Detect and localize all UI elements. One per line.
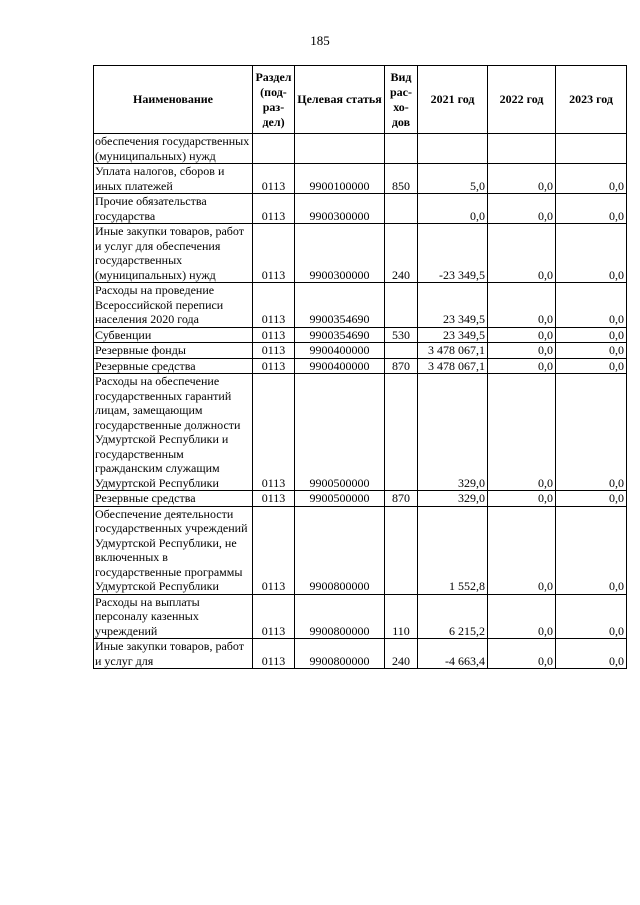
table-body (94, 134, 627, 669)
cell-2021 (418, 134, 488, 164)
page-number: 185 (310, 33, 330, 48)
cell-2023: 0,0 (556, 639, 627, 669)
cell-2022: 0,0 (488, 358, 556, 374)
table-row (94, 164, 627, 194)
cell-section (253, 134, 295, 164)
cell-name: Иные закупки товаров, работ и услуг для (94, 639, 253, 669)
cell-2021: 1 552,8 (418, 506, 488, 594)
cell-2022: 0,0 (488, 594, 556, 639)
cell-2021: 3 478 067,1 (418, 358, 488, 374)
cell-target: 9900400000 (295, 343, 385, 359)
table-row (94, 283, 627, 328)
cell-2023: 0,0 (556, 491, 627, 507)
cell-2022: 0,0 (488, 506, 556, 594)
cell-type (385, 374, 418, 491)
cell-target: 9900800000 (295, 594, 385, 639)
cell-2022: 0,0 (488, 343, 556, 359)
table-row (94, 374, 627, 491)
cell-2022 (488, 134, 556, 164)
header-name: Наименование (94, 66, 253, 134)
header-2023: 2023 год (556, 66, 627, 134)
cell-name: Расходы на проведение Всероссийской переписи населения 2020 года (94, 283, 253, 328)
cell-2021: 0,0 (418, 194, 488, 224)
cell-section: 0113 (253, 491, 295, 507)
cell-target: 9900800000 (295, 506, 385, 594)
cell-2021: -23 349,5 (418, 224, 488, 283)
cell-name: Резервные фонды (94, 343, 253, 359)
cell-2021: 3 478 067,1 (418, 343, 488, 359)
cell-name: Обеспечение деятельности государственных учреждений Удмуртской Республики, не включенных в государственные программы Удмуртской Республики (94, 506, 253, 594)
cell-2021: 6 215,2 (418, 594, 488, 639)
cell-target: 9900300000 (295, 194, 385, 224)
cell-name: Резервные средства (94, 358, 253, 374)
cell-2023: 0,0 (556, 374, 627, 491)
cell-section: 0113 (253, 594, 295, 639)
cell-target: 9900100000 (295, 164, 385, 194)
cell-2021: 329,0 (418, 374, 488, 491)
cell-2023: 0,0 (556, 283, 627, 328)
cell-section: 0113 (253, 164, 295, 194)
cell-2022: 0,0 (488, 164, 556, 194)
cell-2023: 0,0 (556, 594, 627, 639)
cell-name: Расходы на обеспечение государственных гарантий лицам, замещающим государственные должности Удмуртской Республики и государственным гражданским служащим Удмуртской Республики (94, 374, 253, 491)
cell-type: 850 (385, 164, 418, 194)
table-row (94, 343, 627, 359)
cell-type: 110 (385, 594, 418, 639)
table-row (94, 506, 627, 594)
cell-section: 0113 (253, 358, 295, 374)
header-target: Целевая статья (295, 66, 385, 134)
cell-type (385, 134, 418, 164)
cell-target: 9900500000 (295, 491, 385, 507)
cell-target: 9900800000 (295, 639, 385, 669)
table-row (94, 491, 627, 507)
cell-section: 0113 (253, 327, 295, 343)
cell-2021: 329,0 (418, 491, 488, 507)
table-row (94, 134, 627, 164)
cell-type (385, 506, 418, 594)
cell-section: 0113 (253, 343, 295, 359)
budget-table (93, 65, 627, 669)
cell-name: Резервные средства (94, 491, 253, 507)
cell-2022: 0,0 (488, 224, 556, 283)
cell-2022: 0,0 (488, 639, 556, 669)
header-2022: 2022 год (488, 66, 556, 134)
cell-name: обеспечения государственных (муниципальных) нужд (94, 134, 253, 164)
cell-target (295, 134, 385, 164)
header-2021: 2021 год (418, 66, 488, 134)
cell-section: 0113 (253, 194, 295, 224)
cell-name: Субвенции (94, 327, 253, 343)
cell-target: 9900500000 (295, 374, 385, 491)
cell-type: 870 (385, 358, 418, 374)
cell-type (385, 283, 418, 328)
header-type: Вид рас- хо- дов (385, 66, 418, 134)
cell-2021: 23 349,5 (418, 327, 488, 343)
header-section: Раздел (под- раз- дел) (253, 66, 295, 134)
cell-2022: 0,0 (488, 283, 556, 328)
cell-target: 9900354690 (295, 283, 385, 328)
cell-2021: -4 663,4 (418, 639, 488, 669)
cell-2022: 0,0 (488, 491, 556, 507)
cell-type: 870 (385, 491, 418, 507)
cell-section: 0113 (253, 374, 295, 491)
cell-name: Расходы на выплаты персоналу казенных учреждений (94, 594, 253, 639)
table-row (94, 358, 627, 374)
cell-section: 0113 (253, 639, 295, 669)
cell-target: 9900400000 (295, 358, 385, 374)
table-row (94, 594, 627, 639)
cell-type: 240 (385, 224, 418, 283)
cell-target: 9900300000 (295, 224, 385, 283)
table-row (94, 639, 627, 669)
cell-2021: 23 349,5 (418, 283, 488, 328)
cell-type (385, 194, 418, 224)
cell-2022: 0,0 (488, 194, 556, 224)
cell-2023: 0,0 (556, 194, 627, 224)
cell-2023: 0,0 (556, 506, 627, 594)
table-header-row (94, 66, 627, 134)
cell-section: 0113 (253, 506, 295, 594)
cell-name: Иные закупки товаров, работ и услуг для обеспечения государственных (муниципальных) нужд (94, 224, 253, 283)
cell-2023: 0,0 (556, 358, 627, 374)
cell-section: 0113 (253, 283, 295, 328)
cell-name: Уплата налогов, сборов и иных платежей (94, 164, 253, 194)
cell-2023: 0,0 (556, 224, 627, 283)
cell-type (385, 343, 418, 359)
cell-2021: 5,0 (418, 164, 488, 194)
cell-2023: 0,0 (556, 164, 627, 194)
cell-target: 9900354690 (295, 327, 385, 343)
cell-name: Прочие обязательства государства (94, 194, 253, 224)
table-row (94, 327, 627, 343)
cell-2022: 0,0 (488, 374, 556, 491)
cell-2023: 0,0 (556, 343, 627, 359)
table-row (94, 224, 627, 283)
cell-type: 240 (385, 639, 418, 669)
table-row (94, 194, 627, 224)
cell-2022: 0,0 (488, 327, 556, 343)
cell-2023: 0,0 (556, 327, 627, 343)
cell-2023 (556, 134, 627, 164)
cell-type: 530 (385, 327, 418, 343)
cell-section: 0113 (253, 224, 295, 283)
